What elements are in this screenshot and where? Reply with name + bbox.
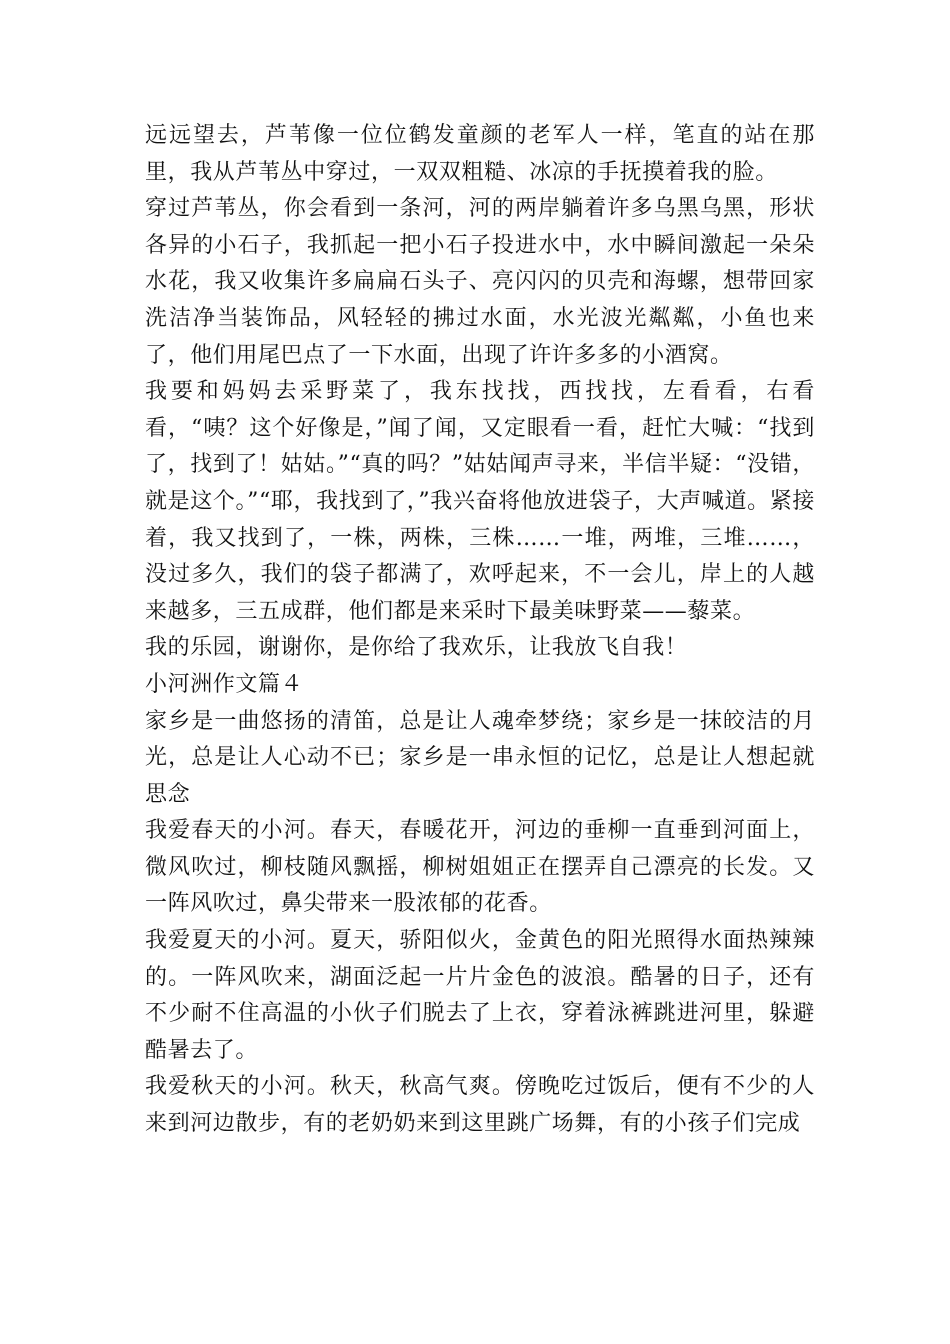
paragraph: 穿过芦苇丛，你会看到一条河，河的两岸躺着许多乌黑乌黑，形状各异的小石子，我抓起一把小石子投进水中，水中瞬间激起一朵朵水花，我又收集许多扁扁石头子、亮闪闪的贝壳和海螺，想带回家洗洁净当装饰品，风轻轻的拂过水面，水光波光粼粼，小鱼也来了，他们用尾巴点了一下水面，出现了许许多多的小酒窝。 bbox=[145, 196, 815, 368]
paragraph: 我爱秋天的小河。秋天，秋高气爽。傍晚吃过饭后，便有不少的人来到河边散步，有的老奶奶来到这里跳广场舞，有的小孩子们完成 bbox=[145, 1074, 815, 1137]
paragraph: 我爱夏天的小河。夏天，骄阳似火，金黄色的阳光照得水面热辣辣的。一阵风吹来，湖面泛起一片片金色的波浪。酷暑的日子，还有不少耐不住高温的小伙子们脱去了上衣，穿着泳裤跳进河里，躲避酷暑去了。 bbox=[145, 928, 815, 1063]
paragraph: 我的乐园，谢谢你，是你给了我欢乐，让我放飞自我！ bbox=[145, 635, 688, 661]
paragraph: 我爱春天的小河。春天，春暖花开，河边的垂柳一直垂到河面上，微风吹过，柳枝随风飘摇，柳树姐姐正在摆弄自己漂亮的长发。又一阵风吹过，鼻尖带来一股浓郁的花香。 bbox=[145, 818, 815, 917]
paragraph: 远远望去，芦苇像一位位鹤发童颜的老军人一样，笔直的站在那里，我从芦苇丛中穿过，一双双粗糙、冰凉的手抚摸着我的脸。 bbox=[145, 123, 815, 185]
document-body bbox=[145, 118, 815, 1143]
paragraph: 家乡是一曲悠扬的清笛，总是让人魂牵梦绕；家乡是一抹皎洁的月光，总是让人心动不已；家乡是一串永恒的记忆，总是让人想起就思念 bbox=[145, 708, 815, 807]
paragraph: 我要和妈妈去采野菜了，我东找找，西找找，左看看，右看看，“咦？这个好像是，”闻了闻，又定眼看一看，赶忙大喊：“找到了，找到了！姑姑。”“真的吗？”姑姑闻声寻来，半信半疑：“没错，就是这个。”“耶，我找到了，”我兴奋将他放进袋子，大声喊道。紧接着，我又找到了，一株，两株，三株……一堆，两堆，三堆……，没过多久，我们的袋子都满了，欢呼起来，不一会儿，岸上的人越来越多，三五成群，他们都是来采时下最美味野菜——藜菜。 bbox=[145, 379, 815, 624]
section-heading: 小河洲作文篇４ bbox=[145, 671, 304, 697]
